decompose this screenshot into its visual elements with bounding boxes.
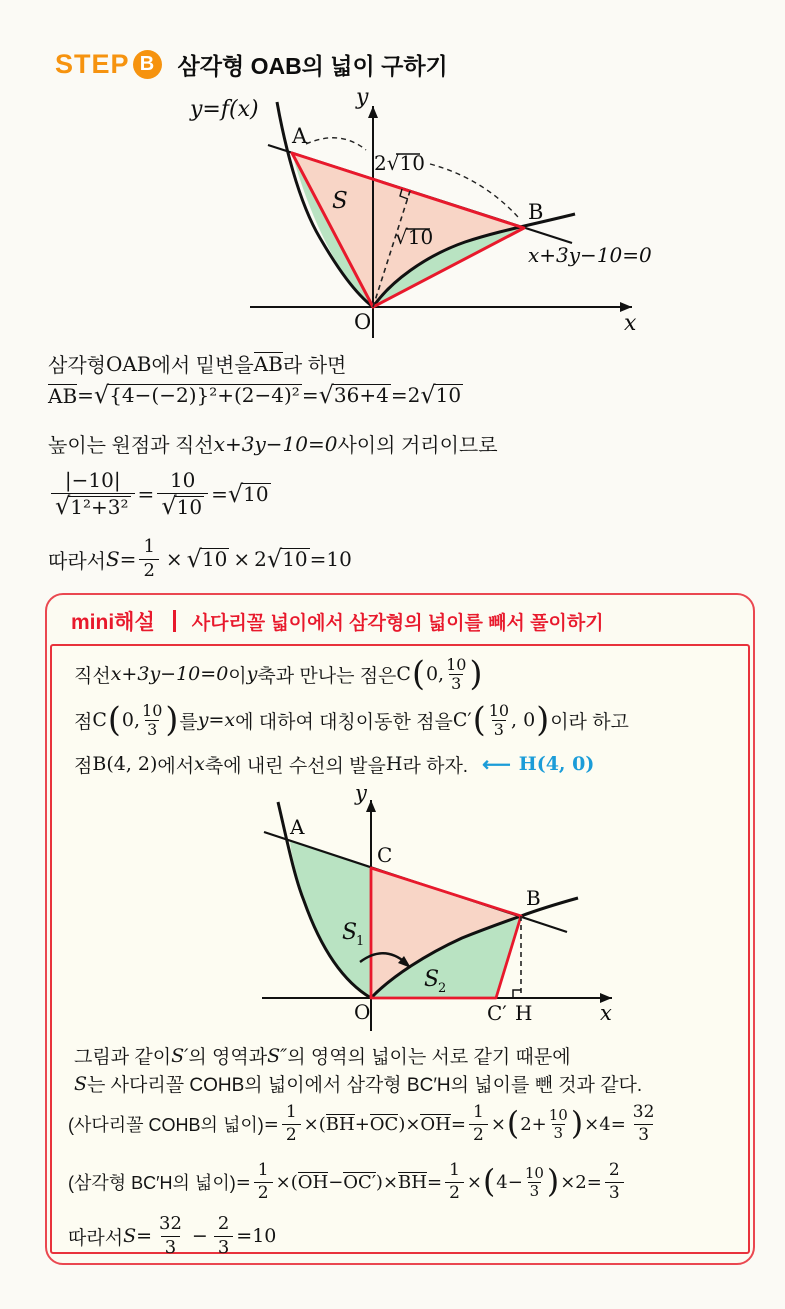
origin-label: O (354, 1000, 371, 1024)
radical-sign: √ (93, 380, 110, 409)
fraction (446, 656, 466, 692)
numerator: 2 (608, 1159, 620, 1180)
step-header (55, 48, 448, 81)
radicand: 10 (435, 383, 462, 407)
left-arrow-icon: ⟵ (482, 753, 511, 776)
mini-title: 사다리꼴 넓이에서 삼각형의 넓이를 빼서 풀이하기 (191, 612, 604, 634)
term: 4− (496, 1171, 523, 1193)
numerator: 2 (217, 1212, 230, 1234)
fraction (155, 1214, 186, 1258)
point-c: C (92, 709, 107, 731)
text: 높이는 원점과 직선 (48, 435, 214, 457)
ab-overline: AB (48, 383, 78, 408)
result: 10 (252, 1225, 277, 1247)
numerator: |−10| (64, 468, 121, 492)
point-h-label: H (515, 1001, 533, 1025)
radical-sign: √ (318, 380, 334, 409)
denominator: 3 (634, 1124, 653, 1146)
s-prime: S′ (171, 1044, 189, 1067)
radical-sign: √ (55, 492, 71, 520)
radical-sign: √ (161, 492, 177, 520)
denominator: 3 (553, 1123, 564, 1142)
formula-area (48, 537, 352, 581)
fraction (51, 469, 135, 519)
h-coordinate-note: H(4, 0) (518, 753, 595, 775)
text: 는 사다리꼴 COHB의 넓이에서 삼각형 BC′H의 넓이를 뺀 것과 같다. (87, 1075, 643, 1096)
denominator: 2 (254, 1182, 273, 1204)
length-arc-left (306, 138, 366, 150)
bh-overline: BH (398, 1171, 427, 1193)
oc-prime-overline: OC′ (343, 1171, 376, 1193)
text: 사이의 거리이므로 (337, 435, 498, 457)
equals: = (211, 482, 228, 506)
point-b-label: B (528, 200, 544, 224)
solution-line-1 (48, 349, 346, 378)
fraction (139, 537, 158, 581)
s-double-prime: S″ (267, 1044, 288, 1067)
divider (173, 610, 176, 632)
height-length-label: √10 (395, 225, 434, 249)
radical-sign: √ (227, 479, 244, 508)
formula-ab-length (48, 380, 463, 409)
oh-overline: OH (420, 1113, 451, 1135)
point-h: H (385, 753, 403, 775)
fraction (469, 1103, 488, 1145)
bh-overline: BH (325, 1113, 355, 1135)
var-s: S (74, 1072, 88, 1095)
term: 2+ (520, 1113, 547, 1135)
text: 이 (228, 665, 247, 687)
fraction (445, 1161, 464, 1203)
fraction (525, 1165, 544, 1199)
text: 그림과 같이 (74, 1047, 172, 1068)
radicand: 1²+3² (70, 495, 129, 519)
coord: 0, (121, 709, 141, 731)
region-s2-label: S (424, 967, 440, 992)
equals: = (137, 482, 155, 506)
origin-label: O (354, 310, 372, 334)
numerator: 10 (524, 1164, 544, 1182)
radicand: 10 (201, 547, 228, 571)
triangle-oab-diagram (180, 86, 660, 346)
times-two: ×2 (560, 1171, 587, 1193)
mini-paragraph-2 (74, 698, 629, 742)
point-b-coords: B(4, 2) (92, 753, 158, 775)
radical-sign: √ (266, 544, 283, 573)
denominator (157, 493, 208, 519)
fraction (605, 1161, 624, 1203)
equals: = (610, 1113, 626, 1135)
minus: − (328, 1171, 344, 1193)
equals: = (426, 1171, 443, 1193)
point-b-label: B (526, 886, 541, 910)
equals: = (77, 383, 94, 407)
close-times: )× (375, 1171, 399, 1193)
denominator: 3 (493, 719, 504, 739)
fraction (629, 1103, 659, 1145)
numerator: 32 (632, 1101, 655, 1122)
close-paren: ) (570, 1105, 584, 1142)
var-s: S (123, 1225, 137, 1247)
radicand: {4−(−2)}²+(2−4)² (109, 383, 300, 407)
mini-header (71, 606, 604, 636)
open-paren: ( (482, 1163, 496, 1200)
denominator: 3 (161, 1236, 180, 1259)
ab-overline: AB (253, 352, 283, 376)
equals: = (119, 547, 137, 571)
mini-explanation-box (45, 593, 755, 1265)
text: 를 (179, 711, 198, 733)
y-axis-arrow (368, 106, 378, 118)
denominator: 2 (445, 1182, 464, 1204)
equals: = (136, 1225, 153, 1247)
numerator: 10 (142, 700, 163, 720)
text: 의 영역의 넓이는 서로 같기 때문에 (287, 1047, 571, 1068)
denominator: 3 (214, 1236, 233, 1259)
numerator: 32 (159, 1212, 182, 1234)
text: 에 대하여 대칭이동한 점을 (235, 711, 453, 733)
line-equation: x+3y−10=0 (213, 431, 338, 456)
y-axis-arrow (366, 800, 376, 812)
denominator: 3 (147, 719, 158, 739)
times-open: ×( (303, 1113, 326, 1135)
open-paren: ( (107, 699, 121, 740)
formula-trapezoid-area (68, 1098, 661, 1150)
open-paren: ( (506, 1105, 520, 1142)
denominator: 2 (139, 559, 158, 582)
mini-paragraph-5 (74, 1070, 642, 1097)
y-axis-label: y (355, 786, 367, 805)
text: 점 (74, 711, 93, 733)
coefficient: 2 (254, 547, 267, 571)
result: 10 (326, 547, 352, 571)
times-four: ×4 (584, 1113, 611, 1135)
y-axis-label: y (356, 86, 369, 110)
numerator: 1 (449, 1159, 460, 1180)
region-s1-label: S (342, 920, 358, 945)
step-badge: B (133, 50, 162, 79)
label: (삼각형 BC′H의 넓이) (68, 1173, 236, 1193)
mini-paragraph-4 (74, 1042, 571, 1069)
text: 의 영역과 (188, 1047, 268, 1068)
ab-length-label: 2√10 (374, 151, 425, 175)
curve-label: y=f(x) (190, 97, 259, 122)
formula-triangle-area (68, 1156, 627, 1208)
open-paren: ( (472, 699, 486, 740)
denominator: 3 (451, 673, 462, 693)
times: × (165, 547, 183, 571)
numerator: 1 (257, 1159, 269, 1180)
equals: = (235, 1171, 251, 1193)
minus: − (191, 1225, 208, 1247)
var-y: y (246, 663, 258, 685)
open-paren: ( (411, 653, 425, 694)
formula-final (68, 1212, 276, 1260)
equals: = (263, 1113, 279, 1135)
step-label: STEP (55, 49, 130, 79)
text: 따라서 (48, 550, 106, 573)
x-axis-label: x (600, 1001, 612, 1025)
text: 직선 (74, 665, 111, 687)
equals: = (236, 1225, 253, 1247)
fraction (254, 1161, 273, 1203)
denominator (51, 493, 135, 519)
formula-distance (48, 462, 271, 526)
radicand: 36+4 (333, 383, 389, 407)
trapezoid-diagram (242, 786, 642, 1036)
x-axis-label: x (624, 311, 637, 336)
right-angle-mark (513, 990, 521, 998)
line-y-equals-x: y=x (197, 709, 236, 731)
point-c-prime-label: C′ (487, 1001, 507, 1025)
fraction (489, 702, 509, 738)
point-c: C (396, 663, 411, 685)
numerator: 1 (143, 535, 155, 557)
point-c-prime: C′ (452, 709, 472, 731)
oc-overline: OC (369, 1113, 399, 1135)
page-title: 삼각형 OAB의 넓이 구하기 (177, 53, 448, 79)
text: 축에 내린 수선의 발을 (204, 755, 386, 777)
close-paren: ) (546, 1163, 560, 1200)
numerator: 1 (285, 1101, 297, 1122)
radicand: 10 (282, 547, 308, 571)
mini-brand-label: mini해설 (71, 611, 155, 634)
mini-paragraph-3 (74, 746, 594, 782)
fraction (157, 469, 208, 519)
radical-sign: √ (420, 380, 436, 409)
radicand: 10 (176, 495, 203, 519)
region-s1-subscript: 1 (356, 934, 365, 949)
solution-line-2 (48, 429, 498, 458)
region-s2-subscript: 2 (438, 981, 447, 996)
radical-sign: √ (186, 544, 202, 573)
point-a-label: A (290, 815, 305, 839)
point-c-label: C (377, 843, 393, 867)
label: (사다리꼴 COHB의 넓이) (68, 1115, 264, 1135)
var-x: x (194, 753, 205, 775)
equals: = (450, 1113, 466, 1135)
numerator: 10 (548, 1106, 568, 1124)
text: 라 하면 (282, 355, 347, 377)
equals: = (390, 383, 408, 407)
denominator: 2 (469, 1124, 488, 1146)
close-times: )× (398, 1113, 421, 1135)
area-s-label: S (332, 188, 348, 214)
times-open: ×( (275, 1171, 298, 1193)
numerator: 10 (446, 654, 467, 674)
equals: = (309, 547, 327, 571)
text: 점 (74, 755, 93, 777)
equals: = (301, 383, 319, 407)
text: 에서 밑변을 (151, 355, 254, 377)
green-region-s1 (290, 841, 371, 998)
text: 삼각형 (48, 355, 106, 377)
fraction (214, 1214, 233, 1258)
oh-overline: OH (297, 1171, 329, 1193)
coord: 0, (425, 663, 445, 685)
fraction (282, 1103, 301, 1145)
numerator: 1 (472, 1101, 484, 1122)
numerator: 10 (169, 468, 196, 492)
close-paren: ) (165, 699, 179, 740)
coefficient: 2 (407, 383, 421, 407)
plus: + (354, 1113, 370, 1135)
text: 축과 만나는 점은 (257, 665, 397, 687)
mini-paragraph-1 (74, 652, 483, 696)
denominator: 3 (605, 1182, 624, 1204)
times: × (490, 1113, 506, 1135)
times: × (233, 547, 251, 571)
text: 따라서 (68, 1227, 124, 1249)
mini-content-box (50, 644, 750, 1258)
denominator: 3 (529, 1181, 540, 1200)
coord: , 0 (511, 709, 536, 731)
radicand: 10 (243, 482, 269, 506)
text: 이라 하고 (550, 711, 629, 733)
denominator: 2 (282, 1124, 301, 1146)
fraction (549, 1107, 568, 1141)
point-a-label: A (292, 124, 308, 148)
close-paren: ) (536, 699, 550, 740)
text: 라 하자. (402, 755, 469, 777)
close-paren: ) (469, 653, 483, 694)
text-oab: OAB (105, 351, 152, 376)
numerator: 10 (488, 700, 510, 720)
line-equation-label: x+3y−10=0 (528, 243, 652, 267)
equals: = (586, 1171, 602, 1193)
line-equation: x+3y−10=0 (110, 663, 229, 685)
var-s: S (105, 547, 120, 571)
fraction (142, 702, 162, 738)
text: 에서 (157, 755, 195, 777)
times: × (466, 1171, 482, 1193)
